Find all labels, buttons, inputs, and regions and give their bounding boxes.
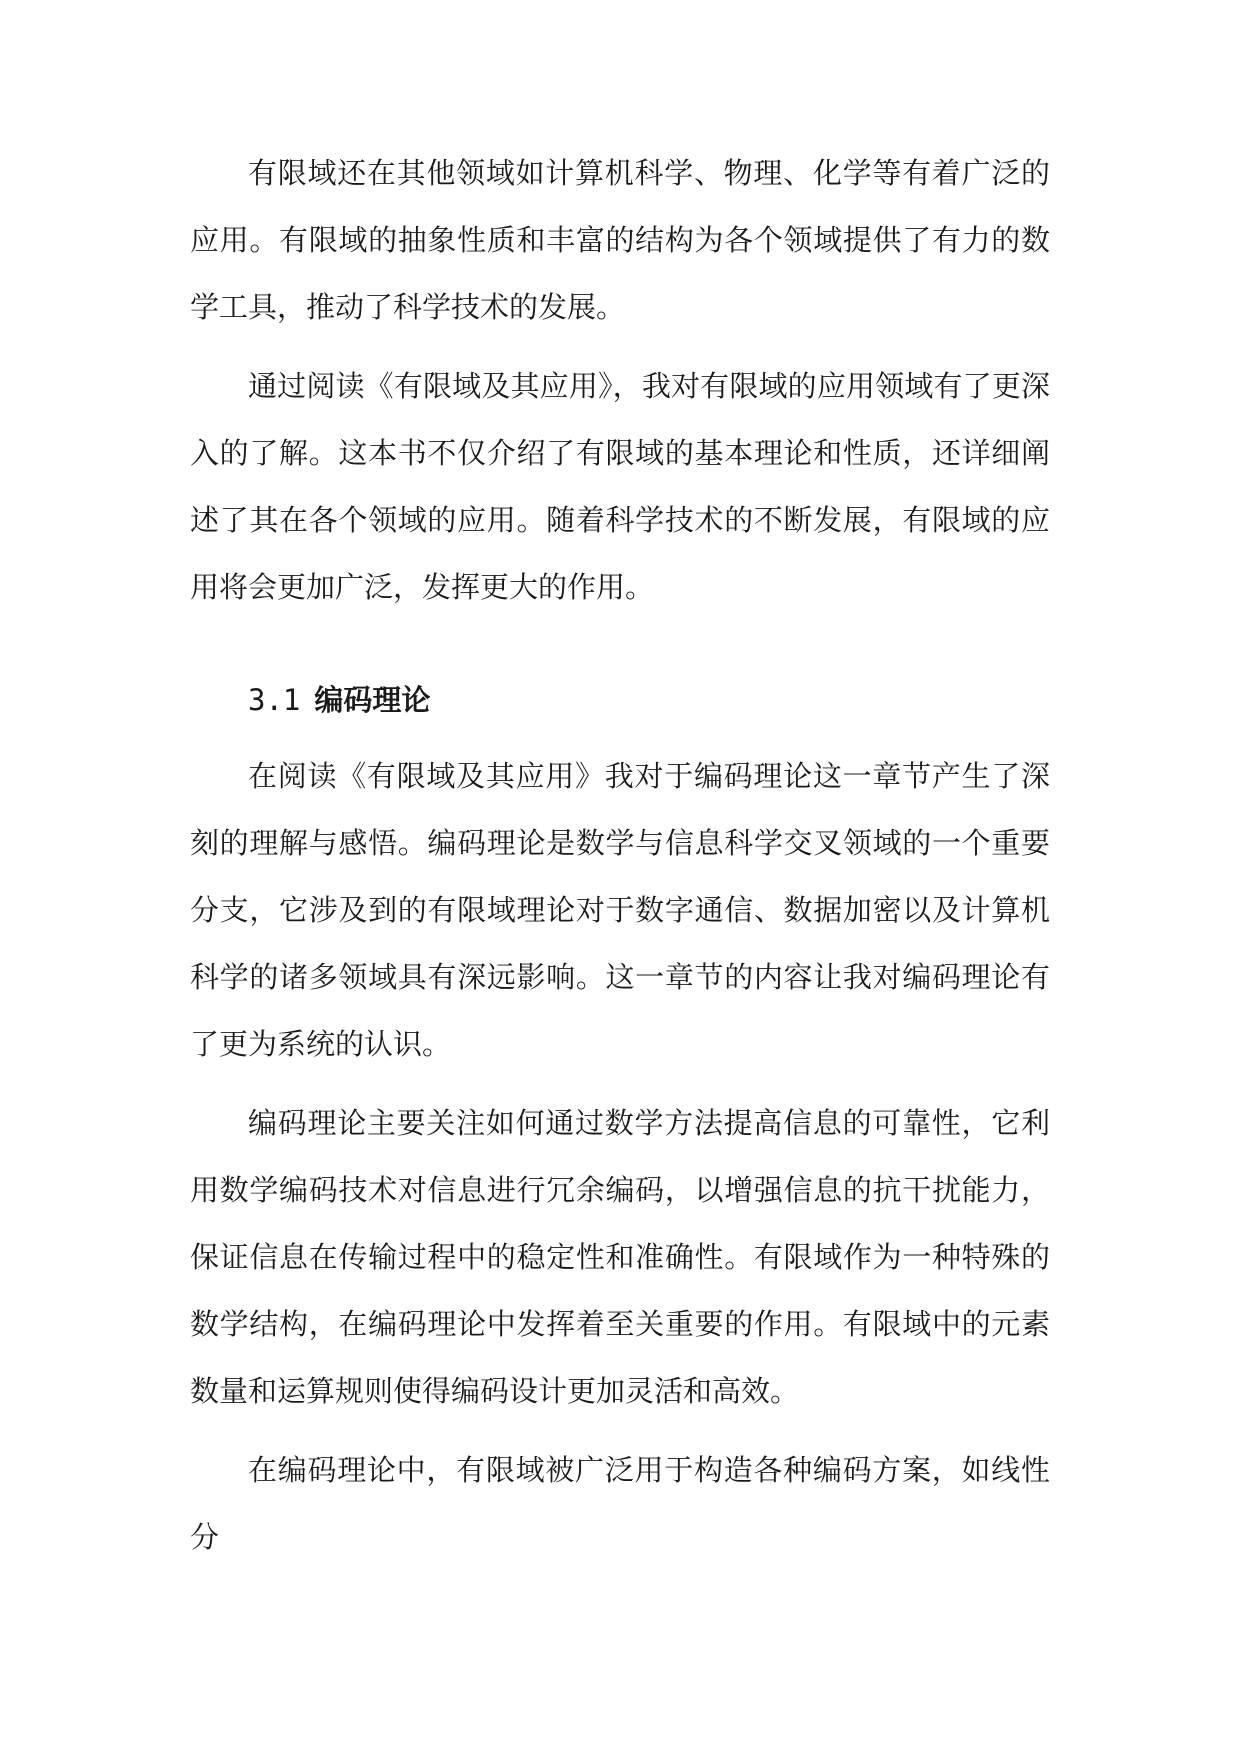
document-body <box>190 140 1050 1571</box>
paragraph: 在阅读《有限域及其应用》我对于编码理论这一章节产生了深刻的理解与感悟。编码理论是数学与信息科学交叉领域的一个重要分支，它涉及到的有限域理论对于数字通信、数据加密以及计算机科学的诸多领域具有深远影响。这一章节的内容让我对编码理论有了更为系统的认识。 <box>190 759 1050 1061</box>
paragraph: 编码理论主要关注如何通过数学方法提高信息的可靠性，它利用数学编码技术对信息进行冗余编码，以增强信息的抗干扰能力，保证信息在传输过程中的稳定性和准确性。有限域作为一种特殊的数学结构，在编码理论中发挥着至关重要的作用。有限域中的元素数量和运算规则使得编码设计更加灵活和高效。 <box>190 1106 1050 1408</box>
paragraph: 有限域还在其他领域如计算机科学、物理、化学等有着广泛的应用。有限域的抽象性质和丰富的结构为各个领域提供了有力的数学工具，推动了科学技术的发展。 <box>190 156 1050 324</box>
paragraph: 通过阅读《有限域及其应用》，我对有限域的应用领域有了更深入的了解。这本书不仅介绍了有限域的基本理论和性质，还详细阐述了其在各个领域的应用。随着科学技术的不断发展，有限域的应用将会更加广泛，发挥更大的作用。 <box>190 369 1050 604</box>
paragraph: 在编码理论中，有限域被广泛用于构造各种编码方案，如线性分 <box>190 1453 1050 1554</box>
section-number: 3.1 <box>248 683 301 717</box>
section-heading <box>190 667 1050 734</box>
section-title: 编码理论 <box>314 683 431 717</box>
